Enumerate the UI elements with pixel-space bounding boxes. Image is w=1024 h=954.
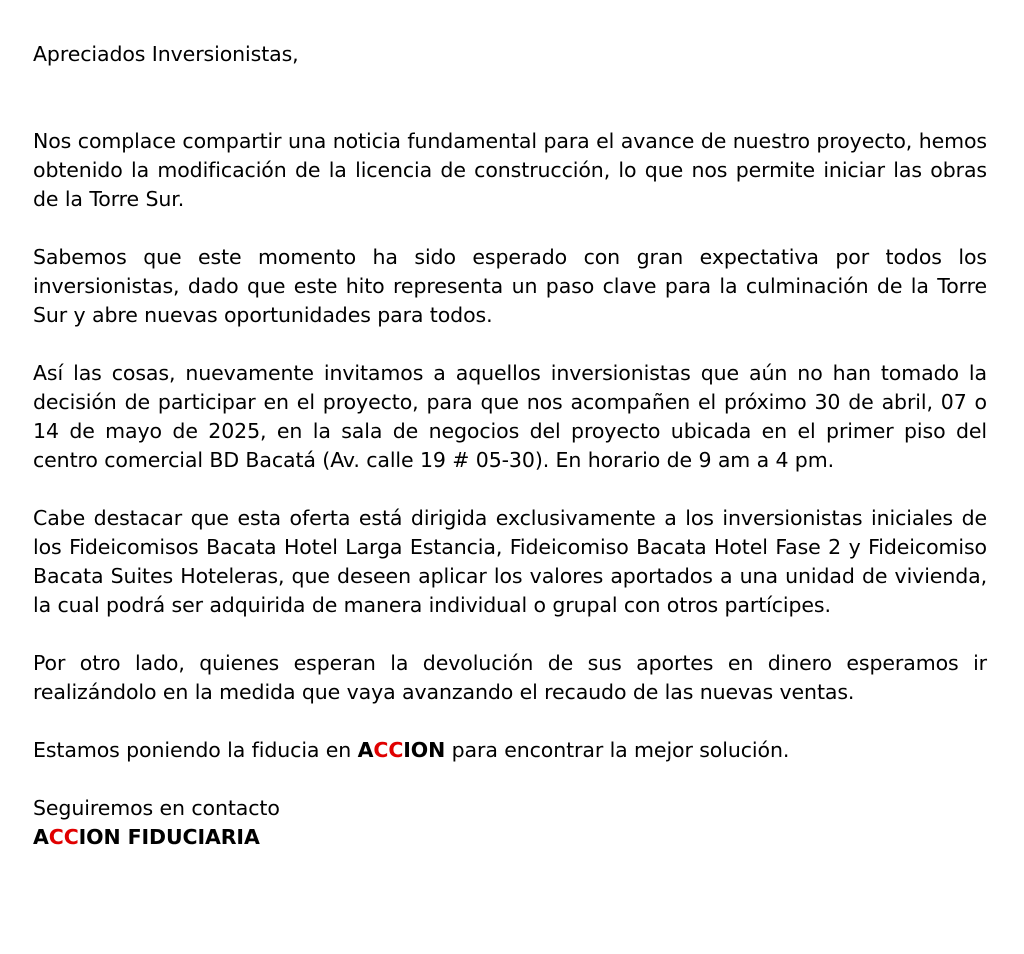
signature-brand-a: A	[33, 825, 49, 849]
paragraph-offer-details: Cabe destacar que esta oferta está dirigida exclusivamente a los inversionistas iniciales de los Fideicomisos Bacata Hotel Larga Estancia, Fideicomiso Bacata Hotel Fase 2 y Fideicomiso Bacata Suites Hoteleras, que deseen aplicar los valores aportados a una unidad de vivienda, la cual podrá ser adquirida de manera individual o grupal con otros partícipes.	[33, 506, 987, 617]
letter-body	[33, 40, 987, 852]
paragraph-license-news: Nos complace compartir una noticia fundamental para el avance de nuestro proyecto, hemos obtenido la modificación de la licencia de construcción, lo que nos permite iniciar las obras de la Torre Sur.	[33, 129, 987, 211]
paragraph-accion	[33, 736, 987, 765]
signature-brand-rest: ION FIDUCIARIA	[78, 825, 260, 849]
accion-text-after: para encontrar la mejor solución.	[445, 738, 790, 762]
paragraph-expectation: Sabemos que este momento ha sido esperado con gran expectativa por todos los inversionistas, dado que este hito representa un paso clave para la culminación de la Torre Sur y abre nuevas oportunidades para todos.	[33, 245, 987, 327]
signature	[33, 823, 987, 852]
accion-brand-a: A	[357, 738, 374, 762]
closing-line: Seguiremos en contacto	[33, 796, 280, 820]
paragraph-refunds: Por otro lado, quienes esperan la devolución de sus aportes en dinero esperamos ir realizándolo en la medida que vaya avanzando el recaudo de las nuevas ventas.	[33, 651, 987, 704]
accion-text-before: Estamos poniendo la fiducia en	[33, 738, 358, 762]
signature-brand-cc: CC	[48, 825, 79, 849]
greeting: Apreciados Inversionistas,	[33, 42, 299, 66]
accion-brand-cc: CC	[373, 738, 404, 762]
accion-brand-ion: ION	[403, 738, 446, 762]
paragraph-invitation: Así las cosas, nuevamente invitamos a aquellos inversionistas que aún no han tomado la decisión de participar en el proyecto, para que nos acompañen el próximo 30 de abril, 07 o 14 de mayo de 2025, en la sala de negocios del proyecto ubicada en el primer piso del centro comercial BD Bacatá (Av. calle 19 # 05-30). En horario de 9 am a 4 pm.	[33, 361, 987, 472]
